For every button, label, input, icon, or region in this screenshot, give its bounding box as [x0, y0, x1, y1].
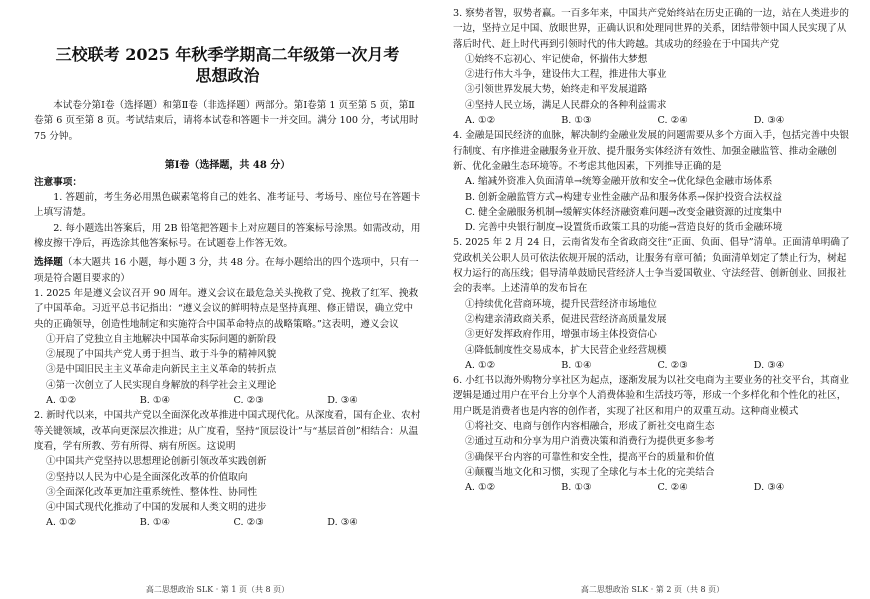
choice-b: B. ①④: [561, 359, 592, 371]
q5-option: ②构建亲清政商关系，促进民营经济高质量发展: [465, 313, 667, 325]
choice-b: B. ①③: [561, 482, 592, 494]
q3-option: ④坚持人民立场，满足人民群众的各种利益需求: [465, 99, 667, 111]
page-footer: 高二思想政治 SLK · 第 2 页（共 8 页）: [580, 585, 725, 594]
q2-option: ②坚持以人民为中心是全面深化改革的价值取向: [46, 471, 248, 483]
q1-option: ②展现了中国共产党人勇于担当、敢于斗争的精神风貌: [46, 349, 277, 361]
q3-option: ②进行伟大斗争，建设伟大工程，推进伟大事业: [465, 69, 667, 81]
note-2: 2. 每小题选出答案后，用 2B 铅笔把答题卡上对应题目的答案标号涂黑。如需改动，用橡皮擦干净后，再选涂其他答案标号。在试题卷上作答无效。: [34, 222, 421, 250]
q6-option: ②通过互动和分享为用户消费决策和消费行为提供更多参考: [465, 436, 715, 448]
q4-option-b: B. 创新金融监管方式→构建专业性金融产品和服务体系→保护投资合法权益: [465, 191, 783, 203]
q1-option: ①开启了党独立自主地解决中国革命实际问题的新阶段: [46, 333, 277, 345]
mc-intro: （本大题共 16 小题，每小题 3 分，共 48 分。在每小题给出的四个选项中，只有一项是符合题目要求的）: [34, 257, 419, 284]
question-3-choices: [465, 113, 850, 128]
choice-d: D. ③④: [753, 359, 785, 371]
q1-option: ④第一次创立了人民实现自身解放的科学社会主义理论: [46, 379, 277, 391]
choice-c: C. ②③: [233, 517, 264, 529]
choice-c: C. ②③: [233, 395, 264, 407]
choice-a: A. ①②: [465, 115, 496, 127]
question-3: 3. 察势者智，驭势者赢。一百多年来，中国共产党始终站在历史正确的一边，站在人类进步的一边，坚持立足中国、放眼世界，正确认识和处理同世界的关系，团结带领中国人民实现了从落后时代、赶上时代再到引领时代的伟大跨越。其成功的经验在于中国共产党: [453, 8, 849, 50]
q4-option-d: D. 完善中央银行制度→设置货币政策工具的功能→营造良好的货币金融环境: [465, 222, 783, 234]
q2-option: ①中国共产党坚持以思想理论创新引领改革实践创新: [46, 456, 267, 468]
mc-heading: 选择题: [34, 257, 63, 269]
q6-option: ④颠覆当地文化和习惯，实现了全球化与本土化的完美结合: [465, 466, 715, 478]
mc-instructions: [34, 255, 421, 286]
choice-d: D. ③④: [327, 517, 358, 529]
right-page: [435, 0, 870, 599]
question-1-options: [34, 332, 421, 393]
question-6-options: [453, 419, 850, 480]
choice-c: C. ②④: [657, 115, 688, 127]
q5-option: ①持续优化营商环境，提升民营经济市场地位: [465, 298, 657, 310]
q4-option-c: C. 健全金融服务机制→缓解实体经济融资难问题→改变金融资源的过度集中: [465, 206, 782, 218]
choice-a: A. ①②: [465, 482, 496, 494]
question-5: 5. 2025 年 2 月 24 日，云南省发布全省政商交往“正面、负面、倡导”清单。正面清单明确了党政机关公职人员可依法依规开展的活动，让服务有章可循；负面清单划定了禁止行为，树起权力运行的高压线；倡导清单鼓励民营经济人士争当爱国敬业、守法经营、创新创业、回报社会的表率。上述清单的发布旨在: [453, 237, 850, 295]
exam-title: 三校联考 2025 年秋季学期高二年级第一次月考: [55, 45, 400, 64]
choice-a: A. ①②: [465, 359, 496, 371]
subject-title: 思想政治: [195, 66, 260, 85]
choice-a: A. ①②: [46, 517, 77, 529]
q3-option: ①始终不忘初心、牢记使命，怀揣伟大梦想: [465, 53, 648, 65]
choice-a: A. ①②: [46, 395, 77, 407]
question-2-options: [34, 454, 421, 515]
question-1: 1. 2025 年是遵义会议召开 90 周年。遵义会议在最危急关头挽救了党、挽救了红军、挽救了中国革命。习近平总书记指出：“遵义会议的鲜明特点是坚持真理、修正错误，确立党中央的正确领导，创造性地制定和实施符合中国革命特点的战略策略。”这表明，遵义会议: [34, 287, 419, 330]
q3-option: ③引领世界发展大势，始终走和平发展道路: [465, 84, 648, 96]
question-5-options: [453, 297, 850, 358]
q2-option: ③全面深化改革更加注重系统性、整体性、协同性: [46, 486, 258, 498]
q5-option: ③更好发挥政府作用，增强市场主体投资信心: [465, 329, 657, 341]
question-3-options: [453, 52, 850, 113]
question-6-choices: [465, 480, 850, 495]
question-4-options: [453, 174, 850, 235]
question-1-choices: [46, 393, 421, 408]
choice-b: B. ①④: [139, 395, 171, 407]
question-2-choices: [46, 515, 421, 530]
note-1: 1. 答题前，考生务必用黑色碳素笔将自己的姓名、准考证号、考场号、座位号在答题卡上填写清楚。: [34, 192, 421, 219]
section-heading: 第Ⅰ卷（选择题，共 48 分）: [164, 159, 291, 171]
q1-option: ③是中国旧民主主义革命走向新民主主义革命的转折点: [46, 364, 277, 376]
q2-option: ④中国式现代化推动了中国的发展和人类文明的进步: [46, 502, 267, 514]
choice-c: C. ②④: [657, 482, 688, 494]
choice-d: D. ③④: [753, 115, 785, 127]
choice-c: C. ②③: [657, 359, 688, 371]
choice-b: B. ①③: [561, 115, 592, 127]
q4-option-a: A. 缩减外资准入负面清单→统筹金融开放和安全→优化绿色金融市场体系: [465, 176, 773, 188]
choice-b: B. ①④: [139, 517, 171, 529]
question-5-choices: [465, 358, 850, 373]
q6-option: ①将社交、电商与创作内容相融合，形成了新社交电商生态: [465, 421, 715, 433]
question-4: 4. 金融是国民经济的血脉，解决制约金融业发展的问题需要从多个方面入手，包括完善中央银行制度、有序推进金融服务业开放、提升服务实体经济有效性、加强金融监管、推动金融创新、优化金融生态环境等。不考虑其他因素，下列推导正确的是: [453, 130, 849, 172]
choice-d: D. ③④: [753, 482, 785, 494]
exam-intro: 本试卷分第Ⅰ卷（选择题）和第Ⅱ卷（非选择题）两部分。第Ⅰ卷第 1 页至第 5 页，第Ⅱ卷第 6 页至第 8 页。考试结束后，请将本试卷和答题卡一并交回。满分 100 分，考试用时 75 分钟。: [34, 100, 419, 142]
choice-d: D. ③④: [327, 395, 358, 407]
notes-title: 注意事项：: [34, 176, 82, 188]
q5-option: ④降低制度性交易成本，扩大民营企业经营规模: [465, 344, 667, 356]
question-6: 6. 小红书以海外购物分享社区为起点，逐渐发展为以社交电商为主要业务的社交平台，其商业逻辑是通过用户在平台上分享个人消费体验和生活技巧等，形成一个多样化和个性化的社区，用户既是消费者也是内容的创作者，实现了社区和用户的双重互动。这种商业模式: [453, 375, 849, 417]
q6-option: ③确保平台内容的可靠性和安全性，提高平台的质量和价值: [465, 451, 715, 463]
question-2: 2. 新时代以来，中国共产党以全面深化改革推进中国式现代化。从深度看，国有企业、农村等关键领域，改革向更深层次推进；从广度看，坚持“顶层设计”与“基层首创”相结合：从温度看，学有所教、劳有所得、病有所医。这说明: [34, 410, 421, 452]
page-footer: 高二思想政治 SLK · 第 1 页（共 8 页）: [145, 585, 290, 594]
